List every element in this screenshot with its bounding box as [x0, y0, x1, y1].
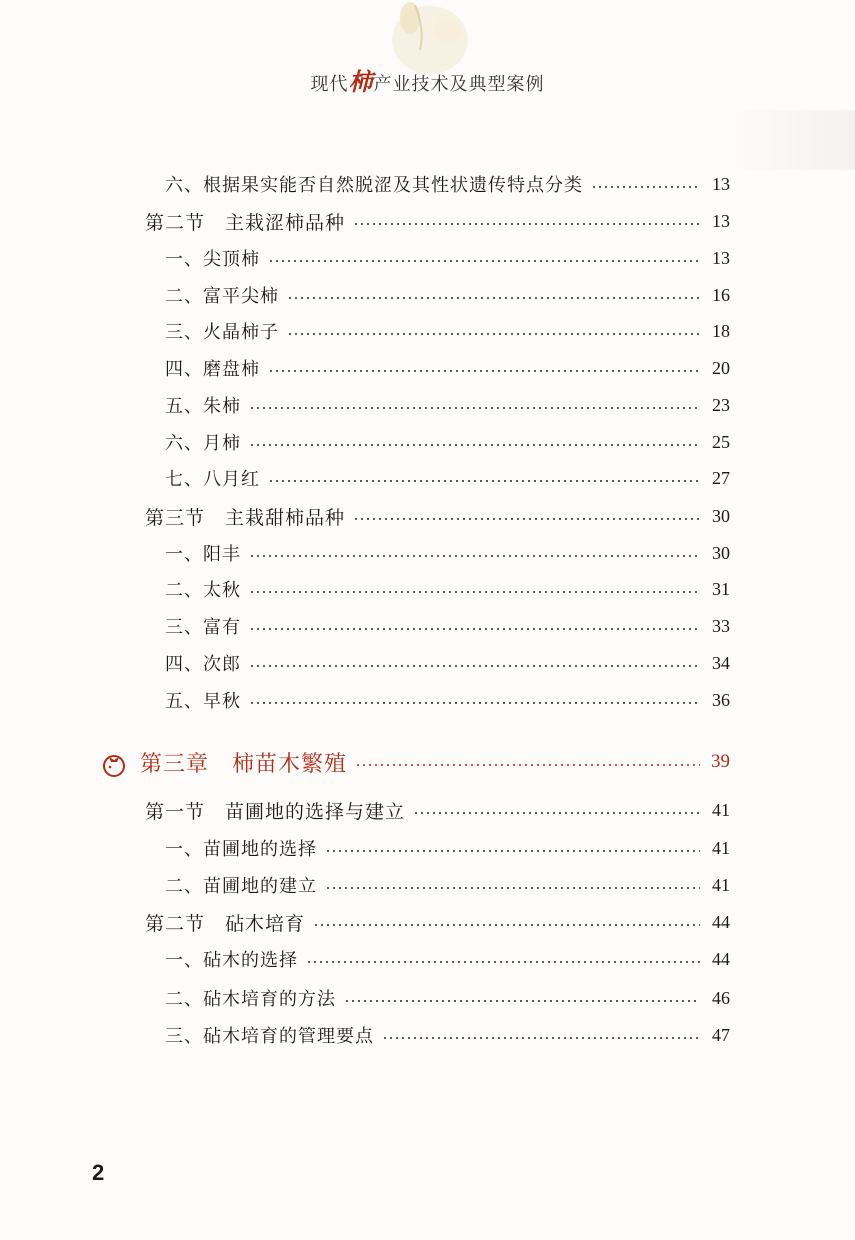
- toc-entry-page: 27: [712, 467, 730, 488]
- toc-entry-label: 二、富平尖柿: [165, 286, 279, 307]
- toc-entry-item[interactable]: [165, 985, 730, 1011]
- dot-leader: [591, 185, 700, 189]
- toc-entry-label: 三、火晶柿子: [165, 322, 279, 343]
- dot-leader: [355, 763, 700, 767]
- dot-leader: [325, 886, 700, 890]
- toc-entry-label: 五、早秋: [165, 691, 241, 712]
- toc-entry-item[interactable]: [165, 613, 730, 639]
- dot-leader: [287, 332, 700, 336]
- toc-entry-page: 16: [712, 284, 730, 305]
- toc-entry-item[interactable]: [165, 171, 730, 197]
- toc-entry-label: 五、朱柿: [165, 396, 241, 417]
- toc-entry-page: 33: [712, 615, 730, 636]
- toc-entry-item[interactable]: [165, 650, 730, 676]
- toc-entry-page: 13: [712, 173, 730, 194]
- toc-entry-page: 18: [712, 320, 730, 341]
- dot-leader: [353, 222, 700, 226]
- toc-entry-page: 44: [712, 948, 730, 969]
- toc-entry-label: 二、太秋: [165, 580, 241, 601]
- toc-entry-page: 41: [712, 837, 730, 858]
- toc-entry-item[interactable]: [165, 282, 730, 308]
- dot-leader: [413, 811, 700, 815]
- toc-entry-label: 一、尖顶柿: [165, 249, 260, 270]
- dot-leader: [249, 701, 700, 705]
- toc-entry-label: 第三节 主栽甜柿品种: [145, 506, 346, 529]
- dot-leader: [249, 443, 700, 447]
- dot-leader: [249, 664, 700, 668]
- header-title-highlight: 柿: [348, 67, 374, 96]
- toc-entry-label: 一、阳丰: [165, 544, 241, 565]
- toc-entry-section[interactable]: [145, 797, 730, 823]
- dot-leader: [382, 1036, 700, 1040]
- toc-entry-page: 44: [712, 911, 730, 932]
- toc-entry-page: 31: [712, 578, 730, 599]
- page-number: 2: [92, 1160, 105, 1185]
- toc-entry-section[interactable]: [145, 909, 730, 935]
- toc-entry-item[interactable]: [165, 540, 730, 566]
- page-edge-shadow: [725, 110, 855, 170]
- toc-entry-chapter[interactable]: [140, 745, 730, 779]
- toc-entry-label: 七、八月红: [165, 469, 260, 490]
- toc-entry-label: 二、砧木培育的方法: [165, 989, 336, 1010]
- dot-leader: [268, 479, 700, 483]
- toc-entry-page: 41: [712, 799, 730, 820]
- toc-entry-item[interactable]: [165, 872, 730, 898]
- dot-leader: [268, 369, 700, 373]
- dot-leader: [325, 849, 700, 853]
- toc-entry-page: 47: [712, 1024, 730, 1045]
- toc-entry-item[interactable]: [165, 687, 730, 713]
- toc-entry-page: 46: [712, 987, 730, 1008]
- dot-leader: [313, 923, 700, 927]
- dot-leader: [353, 517, 700, 521]
- toc-entry-page: 13: [712, 247, 730, 268]
- toc-entry-page: 20: [712, 357, 730, 378]
- toc-entry-item[interactable]: [165, 355, 730, 381]
- persimmon-icon: [100, 750, 128, 778]
- running-header: [0, 62, 855, 97]
- toc-entry-page: 41: [712, 874, 730, 895]
- toc-entry-label: 三、富有: [165, 617, 241, 638]
- dot-leader: [306, 960, 700, 964]
- dot-leader: [287, 296, 700, 300]
- toc-entry-label: 六、根据果实能否自然脱涩及其性状遗传特点分类: [165, 175, 583, 196]
- toc-entry-page: 25: [712, 431, 730, 452]
- toc-entry-label: 第二节 砧木培育: [145, 912, 306, 935]
- toc-entry-item[interactable]: [165, 465, 730, 491]
- dot-leader: [268, 259, 700, 263]
- toc-entry-item[interactable]: [165, 429, 730, 455]
- toc-entry-item[interactable]: [165, 576, 730, 602]
- persimmon-blossom-icon: [370, 0, 480, 120]
- toc-entry-label: 一、砧木的选择: [165, 950, 298, 971]
- dot-leader: [344, 999, 700, 1003]
- toc-entry-label: 三、砧木培育的管理要点: [165, 1026, 374, 1047]
- toc-entry-item[interactable]: [165, 835, 730, 861]
- toc-entry-item[interactable]: [165, 392, 730, 418]
- toc-entry-label: 第三章 柿苗木繁殖: [140, 751, 348, 777]
- header-title-after: 产业技术及典型案例: [373, 74, 545, 95]
- toc-entry-label: 第一节 苗圃地的选择与建立: [145, 800, 406, 823]
- toc-entry-page: 23: [712, 394, 730, 415]
- toc-entry-label: 六、月柿: [165, 433, 241, 454]
- toc-entry-label: 四、磨盘柿: [165, 359, 260, 380]
- toc-entry-page: 36: [712, 689, 730, 710]
- dot-leader: [249, 406, 700, 410]
- dot-leader: [249, 627, 700, 631]
- toc-entry-page: 39: [711, 751, 730, 772]
- header-title-before: 现代: [310, 74, 349, 95]
- toc-entry-item[interactable]: [165, 946, 730, 972]
- toc-entry-page: 30: [712, 505, 730, 526]
- toc-entry-label: 一、苗圃地的选择: [165, 839, 317, 860]
- toc-entry-page: 34: [712, 652, 730, 673]
- toc-entry-section[interactable]: [145, 208, 730, 234]
- toc-entry-label: 二、苗圃地的建立: [165, 876, 317, 897]
- toc-entry-page: 13: [712, 210, 730, 231]
- toc-entry-page: 30: [712, 542, 730, 563]
- toc-entry-item[interactable]: [165, 245, 730, 271]
- toc-entry-label: 第二节 主栽涩柿品种: [145, 211, 346, 234]
- dot-leader: [249, 554, 700, 558]
- toc-entry-section[interactable]: [145, 503, 730, 529]
- dot-leader: [249, 590, 700, 594]
- toc-entry-label: 四、次郎: [165, 654, 241, 675]
- toc-entry-item[interactable]: [165, 318, 730, 344]
- toc-entry-item[interactable]: [165, 1022, 730, 1048]
